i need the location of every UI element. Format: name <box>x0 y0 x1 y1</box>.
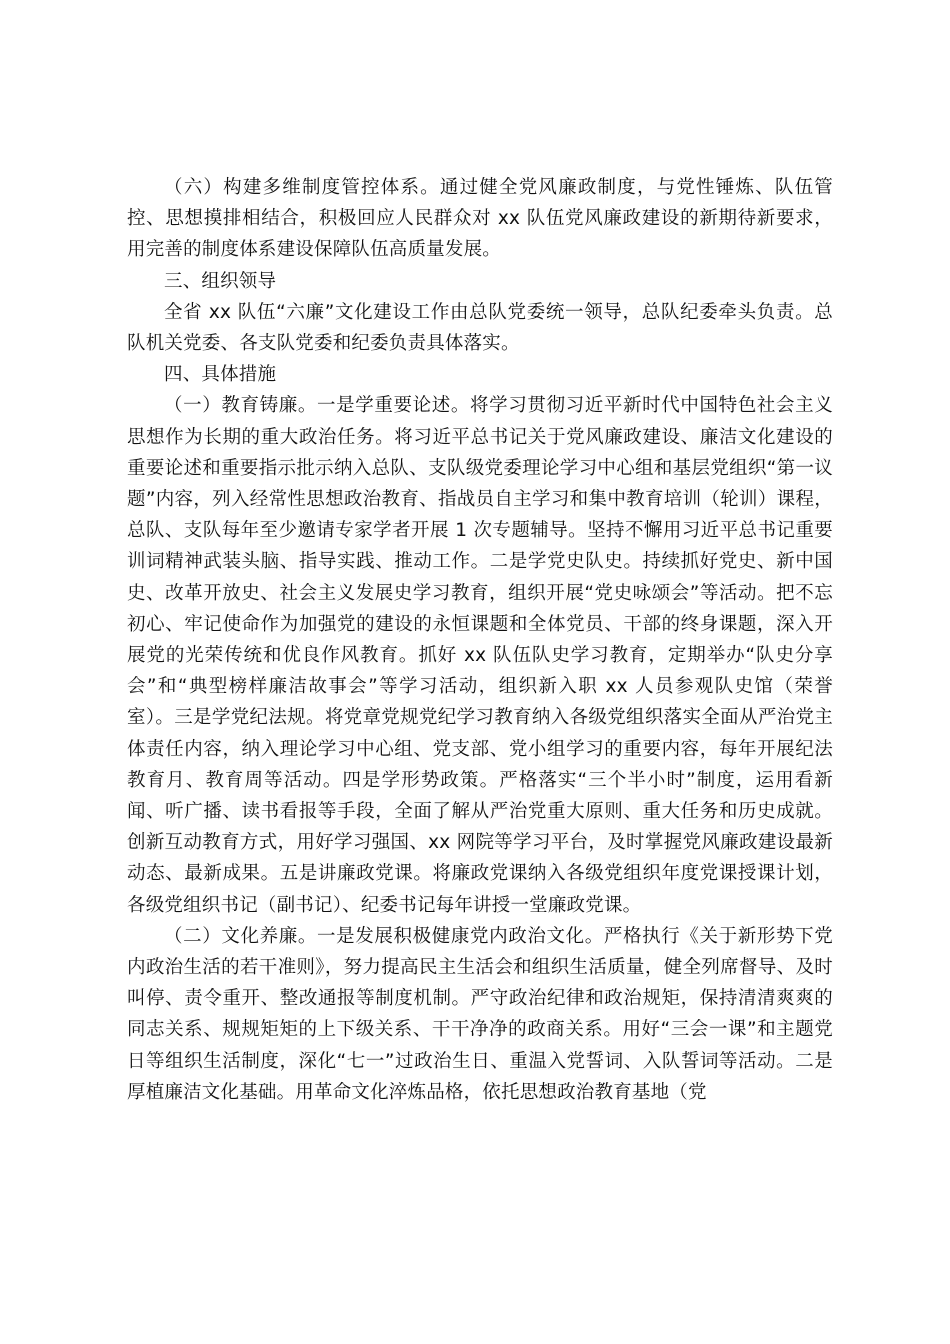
section-heading-leadership: 三、组织领导 <box>164 270 277 292</box>
paragraph-leadership: 全省 xx 队伍“六廉”文化建设工作由总队党委统一领导，总队纪委牵头负责。总队机关党委、各支队党委和纪委负责具体落实。 <box>127 301 833 355</box>
paragraph-education: （一）教育铸廉。一是学重要论述。将学习贯彻习近平新时代中国特色社会主义思想作为长期的重大政治任务。将习近平总书记关于党风廉政建设、廉洁文化建设的重要论述和重要指示批示纳入总队、支队级党委理论学习中心组和基层党组织“第一议题”内容，列入经常性思想政治教育、指战员自主学习和集中教育培训（轮训）课程，总队、支队每年至少邀请专家学者开展 1 次专题辅导。坚持不懈用习近平总书记重要训词精神武装头脑、指导实践、推动工作。二是学党史队史。持续抓好党史、新中国史、改革开放史、社会主义发展史学习教育，组织开展“党史咏颂会”等活动。把不忘初心、牢记使命作为加强党的建设的永恒课题和全体党员、干部的终身课题，深入开展党的光荣传统和优良作风教育。抓好 xx 队伍队史学习教育，定期举办“队史分享会”和“典型榜样廉洁故事会”等学习活动，组织新入职 xx 人员参观队史馆（荣誉室）。三是学党纪法规。将党章党规党纪学习教育纳入各级党组织落实全面从严治党主体责任内容，纳入理论学习中心组、党支部、党小组学习的重要内容，每年开展纪法教育月、教育周等活动。四是学形势政策。严格落实“三个半小时”制度，运用看新闻、听广播、读书看报等手段，全面了解从严治党重大原则、重大任务和历史成就。创新互动教育方式，用好学习强国、xx 网院等学习平台，及时掌握党风廉政建设最新动态、最新成果。五是讲廉政党课。将廉政党课纳入各级党组织年度党课授课计划，各级党组织书记（副书记）、纪委书记每年讲授一堂廉政党课。 <box>127 395 834 916</box>
document-body <box>127 172 833 1108</box>
paragraph-build-system: （六）构建多维制度管控体系。通过健全党风廉政制度，与党性锤炼、队伍管控、思想摸排相结合，积极回应人民群众对 xx 队伍党风廉政建设的新期待新要求，用完善的制度体系建设保障队伍高质量发展。 <box>127 177 833 261</box>
paragraph-culture: （二）文化养廉。一是发展积极健康党内政治文化。严格执行《关于新形势下党内政治生活的若干准则》，努力提高民主生活会和组织生活质量，健全列席督导、及时叫停、责令重开、整改通报等制度机制。严守政治纪律和政治规矩，保持清清爽爽的同志关系、规规矩矩的上下级关系、干干净净的政商关系。用好“三会一课”和主题党日等组织生活制度，深化“七一”过政治生日、重温入党誓词、入队誓词等活动。二是厚植廉洁文化基础。用革命文化淬炼品格，依托思想政治教育基地（党 <box>127 925 833 1103</box>
section-heading-measures: 四、具体措施 <box>164 364 277 386</box>
